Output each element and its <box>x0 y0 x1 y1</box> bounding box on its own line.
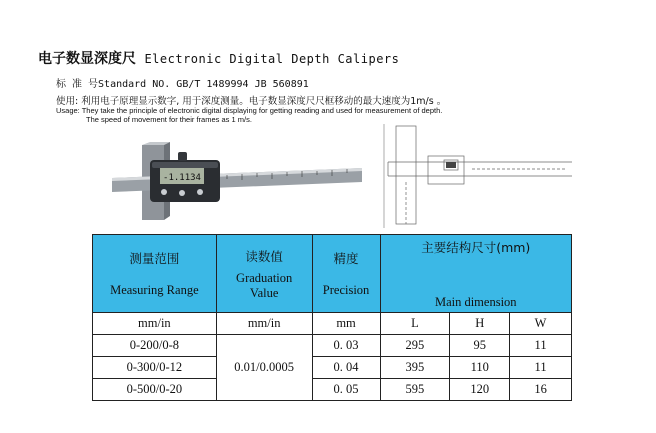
header-precision <box>312 235 380 313</box>
cell-precision: 0. 04 <box>312 357 380 379</box>
table-row <box>93 379 572 401</box>
cell-W: 16 <box>510 379 572 401</box>
header-range-cn: 测量范围 <box>129 251 180 266</box>
usage-en-line1: Usage: They take the principle of electronic digital displaying for getting reading and used for measurement of depth. <box>56 106 443 115</box>
cell-range: 0-300/0-12 <box>93 357 217 379</box>
caliper-button <box>161 189 167 195</box>
spec-table <box>92 234 572 401</box>
cell-W: 11 <box>510 335 572 357</box>
header-measuring-range <box>93 235 217 313</box>
table-row <box>93 357 572 379</box>
header-dim-cn: 主要结构尺寸(mm) <box>421 240 531 255</box>
lcd-reading: -1.1134 <box>163 173 201 183</box>
unit-grad: mm/in <box>216 313 312 335</box>
page-title <box>38 48 399 68</box>
usage-cn: 使用: 利用电子原理显示数字, 用于深度测量。电子数显深度尺尺框移动的最大速度为1m/s 。 <box>56 96 447 107</box>
unit-H: H <box>450 313 510 335</box>
header-grad-cn: 读数值 <box>245 248 283 264</box>
unit-W: W <box>510 313 572 335</box>
caliper-button <box>179 190 185 196</box>
cell-L: 595 <box>380 379 450 401</box>
cell-precision: 0. 05 <box>312 379 380 401</box>
units-row <box>93 313 572 335</box>
cell-W: 11 <box>510 357 572 379</box>
lock-screw <box>178 152 187 161</box>
header-prec-cn: 精度 <box>333 251 359 266</box>
cell-range: 0-500/0-20 <box>93 379 217 401</box>
cell-precision: 0. 03 <box>312 335 380 357</box>
cell-L: 395 <box>380 357 450 379</box>
header-main-dimension-cn <box>380 235 571 275</box>
title-cn: 电子数显深度尺 <box>38 51 136 67</box>
cell-L: 295 <box>380 335 450 357</box>
header-main-dimension-en <box>380 274 571 313</box>
header-dim-en: Main dimension <box>434 295 517 309</box>
header-range-en: Measuring Range <box>110 283 199 297</box>
unit-prec: mm <box>312 313 380 335</box>
header-grad-en-1: Graduation <box>236 270 293 285</box>
unit-L: L <box>380 313 450 335</box>
cell-graduation-value: 0.01/0.0005 <box>216 335 312 401</box>
caliper-button <box>197 189 203 195</box>
technical-drawing <box>382 122 572 230</box>
table-row <box>93 335 572 357</box>
caliper-photo <box>112 140 362 225</box>
cell-H: 120 <box>450 379 510 401</box>
cell-range: 0-200/0-8 <box>93 335 217 357</box>
header-prec-en: Precision <box>322 283 370 297</box>
cell-H: 95 <box>450 335 510 357</box>
header-graduation <box>216 235 312 313</box>
header-grad-en-2: Value <box>249 285 279 300</box>
title-en: Electronic Digital Depth Calipers <box>144 52 400 66</box>
standard-number: 标 准 号Standard NO. GB/T 1489994 JB 560891 <box>56 79 309 90</box>
cell-H: 110 <box>450 357 510 379</box>
unit-range: mm/in <box>93 313 217 335</box>
table-header-row <box>93 235 572 275</box>
usage-en-line2: The speed of movement for their frames as 1 m/s. <box>86 115 252 124</box>
